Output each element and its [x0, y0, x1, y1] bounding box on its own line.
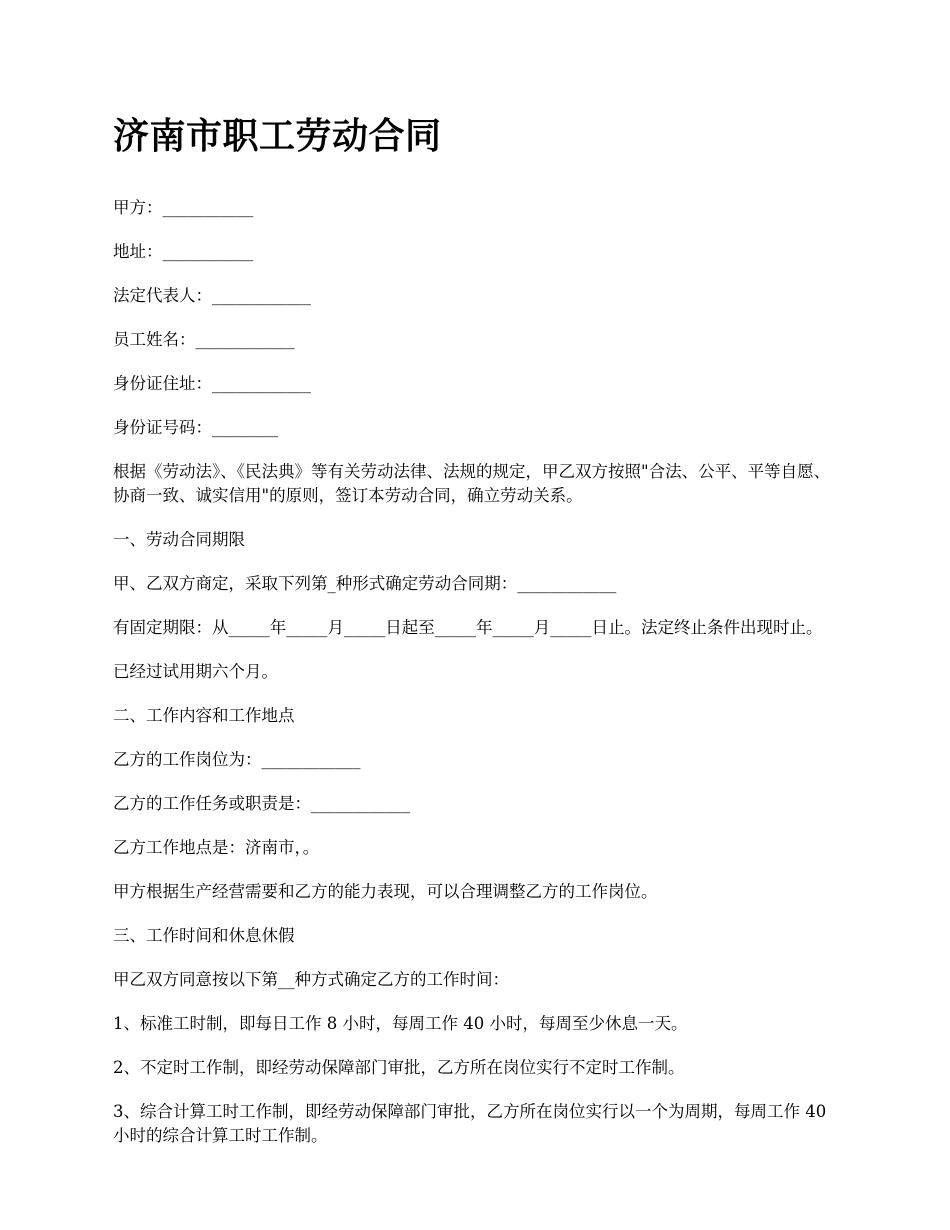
position-adjustment-paragraph: 甲方根据生产经营需要和乙方的能力表现，可以合理调整乙方的工作岗位。	[113, 882, 658, 901]
party-a-field: 甲方：___________	[113, 198, 254, 217]
address-field: 地址：___________	[113, 242, 254, 261]
job-position-field: 乙方的工作岗位为：____________	[113, 750, 361, 769]
section-heading-term: 一、劳动合同期限	[113, 530, 245, 549]
document-page	[113, 110, 843, 1168]
probation-paragraph: 已经过试用期六个月。	[113, 662, 278, 681]
fixed-term-paragraph: 有固定期限：从_____年_____月_____日起至_____年_____月_____日止。法定终止条件出现时止。	[113, 618, 823, 637]
work-location-paragraph: 乙方工作地点是：济南市，。	[113, 838, 320, 857]
work-hours-intro-paragraph: 甲乙双方同意按以下第__种方式确定乙方的工作时间：	[113, 970, 509, 989]
employee-name-field: 员工姓名：____________	[113, 330, 295, 349]
comprehensive-hours-item: 3、综合计算工时工作制，即经劳动保障部门审批，乙方所在岗位实行以一个为周期，每周工作 40 小时的综合计算工时工作制。	[113, 1102, 827, 1145]
flexible-hours-item: 2、不定时工作制，即经劳动保障部门审批，乙方所在岗位实行不定时工作制。	[113, 1058, 685, 1077]
section-heading-work: 二、工作内容和工作地点	[113, 706, 295, 725]
job-duties-field: 乙方的工作任务或职责是：____________	[113, 794, 410, 813]
standard-hours-item: 1、标准工时制，即每日工作 8 小时，每周工作 40 小时，每周至少休息一天。	[113, 1014, 688, 1033]
preamble-paragraph: 根据《劳动法》、《民法典》等有关劳动法律、法规的规定，甲乙双方按照"合法、公平、平等自愿、协商一致、诚实信用"的原则，签订本劳动合同，确立劳动关系。	[113, 462, 831, 505]
document-title: 济南市职工劳动合同	[113, 115, 442, 157]
legal-representative-field: 法定代表人：____________	[113, 286, 311, 305]
section-heading-hours: 三、工作时间和休息休假	[113, 926, 295, 945]
contract-term-paragraph: 甲、乙双方商定，采取下列第_种形式确定劳动合同期：____________	[113, 574, 617, 593]
id-number-field: 身份证号码：________	[113, 418, 278, 437]
id-address-field: 身份证住址：____________	[113, 374, 311, 393]
